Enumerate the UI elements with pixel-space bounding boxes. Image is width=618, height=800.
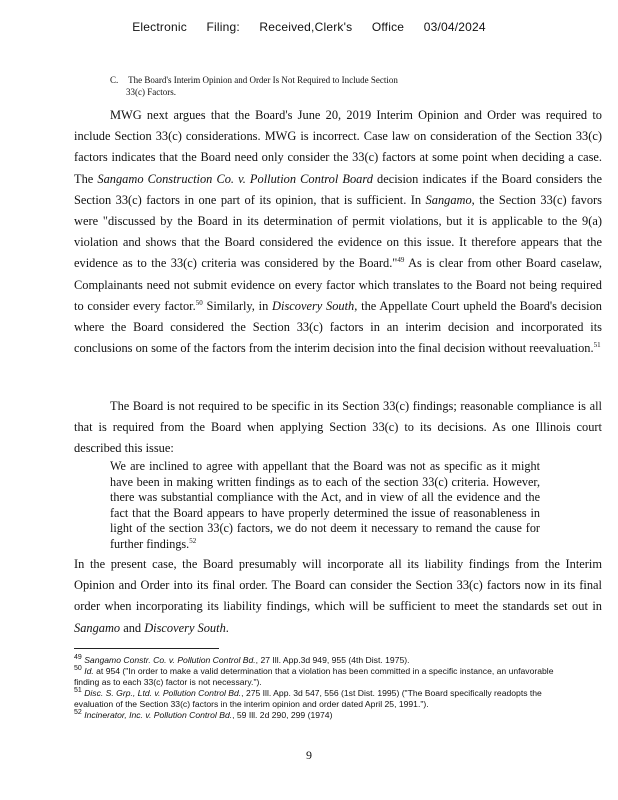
p1-text-d: As is clear from other Board caselaw, Complainants need not submit evidence on every factor which translates to the Board not being required to consider every factor. — [74, 256, 602, 313]
footnote-51 — [74, 688, 564, 710]
p1-case-sangamo: Sangamo — [425, 192, 472, 207]
paragraph-1 — [74, 105, 602, 359]
p1-text-a: MWG next argues that the Board's June 20, 2019 Interim Opinion and Order was required to include Section 33(c) considerations. MWG is incorrect. Case law on consideration of the Section 33(c) factors indicates that the Board need only consider the 33(c) factors at some point when deciding a case. The — [74, 108, 602, 186]
footnote-52 — [74, 710, 564, 721]
block-quote — [110, 459, 540, 553]
footnote-text: , 27 Ill. App.3d 949, 955 (4th Dist. 1975). — [255, 655, 410, 665]
page-number: 9 — [306, 748, 312, 762]
p3-text-b: and — [120, 620, 145, 635]
footnote-text: , 275 Ill. App. 3d 547, 556 (1st Dist. 1995) ("The Board specifically readopts the evaluation of the Section 33(c) factors in the interim opinion and order dated April 25, 1991."). — [74, 688, 542, 709]
p1-text-f: , the Appellate Court upheld the Board's decision where the Board considered the Section 33(c) factors in an interim decision and incorporated its conclusions on some of the factors from the interim decision into the final decision without reevaluation. — [74, 298, 602, 356]
section-heading-label: C. — [110, 75, 119, 85]
header-electronic: Electronic — [132, 20, 187, 34]
p1-case-discovery-south: Discovery South — [272, 298, 355, 313]
p1-text-b: decision indicates if the Board considers the Section 33(c) factors in one part of its opinion, that is sufficient. In — [74, 171, 602, 207]
p1-text-c: , the Section 33(c) favors were "discussed by the Board in its determination of permit violations, but it is applicable to the 9(a) violation and shows that the Board considered the evidence on this issue. It therefore appears that the evidence as to the 33(c) criteria was considered by the Board." — [74, 192, 602, 271]
filing-header — [0, 20, 618, 34]
footnote-num: 52 — [74, 709, 82, 717]
footnote-49 — [74, 655, 564, 666]
p3-case-discovery-south: Discovery South — [144, 620, 226, 635]
footnote-num: 49 — [74, 654, 82, 662]
footnote-case: Incinerator, Inc. v. Pollution Control Bd. — [84, 710, 233, 720]
footnote-50 — [74, 666, 564, 688]
footnote-ref-52: 52 — [189, 536, 197, 545]
section-heading-line2: 33(c) Factors. — [126, 87, 176, 97]
footnote-case: Sangamo Constr. Co. v. Pollution Control Bd. — [84, 655, 256, 665]
p1-case-sangamo-full: Sangamo Construction Co. v. Pollution Control Board — [97, 171, 373, 186]
footnote-num: 50 — [74, 665, 82, 673]
footnote-text: , 59 Ill. 2d 290, 299 (1974) — [232, 710, 333, 720]
footnote-ref-49: 49 — [397, 256, 405, 265]
paragraph-2 — [74, 396, 602, 460]
footnote-ref-50: 50 — [195, 298, 203, 307]
header-office: Office — [371, 20, 405, 34]
p3-text-c: . — [225, 620, 229, 635]
section-heading — [110, 74, 530, 98]
block-quote-text: We are inclined to agree with appellant that the Board was not as specific as it might have been in making written findings as to each of the section 33(c) criteria. However, there was substantial compliance with the Act, and in view of all the evidence and the fact that the Board appears to have properly determined the issue of reasonableness in light of the section 33(c) factors, we do not deem it necessary to remand the cause for further findings. — [110, 459, 540, 551]
section-heading-line1: The Board's Interim Opinion and Order Is Not Required to Include Section — [128, 75, 398, 85]
header-received-clerks: Received,Clerk's — [259, 20, 353, 34]
footnote-text: at 954 ("In order to make a valid determination that a violation has been committed in a specific instance, an unfavorable finding as to each 33(c) factor is not necessary."). — [74, 666, 554, 687]
p1-text-e: Similarly, in — [202, 298, 273, 313]
footnote-case: Disc. S. Grp., Ltd. v. Pollution Control Bd. — [84, 688, 242, 698]
p2-text: The Board is not required to be specific in its Section 33(c) findings; reasonable compliance is all that is required from the Board when applying Section 33(c) to its decisions. As one Illinois court described this issue: — [74, 399, 602, 456]
paragraph-3 — [74, 554, 602, 639]
footnote-divider — [74, 648, 219, 649]
p3-case-sangamo: Sangamo — [74, 620, 121, 635]
footnote-num: 51 — [74, 687, 82, 695]
p3-text-a: In the present case, the Board presumably will incorporate all its liability findings from the Interim Opinion and Order into its final order. The Board can consider the Section 33(c) factors now in its final order when incorporating its liability findings, which will be sufficient to meet the standards set out in — [74, 557, 602, 614]
footnotes — [74, 655, 564, 721]
header-filing: Filing: — [206, 20, 240, 34]
footnote-ref-51: 51 — [593, 341, 601, 350]
footnote-case: Id. — [84, 666, 94, 676]
header-date: 03/04/2024 — [423, 20, 486, 34]
